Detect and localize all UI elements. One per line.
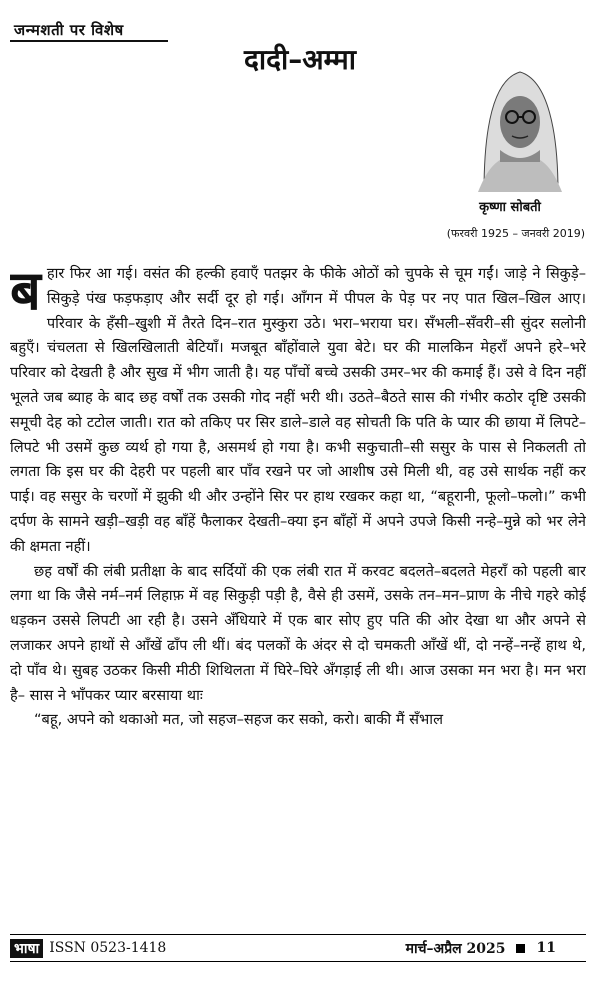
issue-date: मार्च–अप्रैल 2025 (405, 940, 506, 957)
paragraph-3: “बहू, अपने को थकाओ मत, जो सहज–सहज कर सको, करो। बाकी मैं सँभाल (34, 711, 443, 729)
paragraph-1-text: हार फिर आ गई। वसंत की हल्की हवाएँ पतझर के फीके ओठों को चुपके से चूम गईं। जाड़े ने सिकुड़े–सिकुड़े पंख फड़फड़ाए और सर्दी दूर हो गई। आँगन में पीपल के पेड़ पर नए पात खिल–खिल आए। परिवार के हँसी–खुशी में तैरते दिन–रात मुस्कुरा उठे। भरा–भराया घर। सँभली–सँवरी–सी सुंदर सलोनी बहुएँ। चंचलता से खिलखिलाती बेटियाँ। मजबूत बाँहोंवाले युवा बेटे। घर की मालकिन मेहराँ अपने हरे–भरे परिवार को देखती है और सुख में भीग जाती है। यह पाँचों बच्चे उसकी उमर–भर की कमाई हैं। उसे वे दिन नहीं भूलते जब ब्याह के बाद छह वर्षों तक उसकी गोद नहीं भरी थी। उठते–बैठते सास की गंभीर कठोर दृष्टि उसकी समूची देह को टटोल जाती। रात को तकिए पर सिर डाले–डाले वह सोचती कि पति के प्यार की छाया में लिपटे–लिपटे भी उसमें कुछ व्यर्थ हो गया है, असमर्थ हो गया है। कभी सकुचाती–सी ससुर के पास से निकलती तो लगता कि इस घर की देहरी पर पहली बार पाँव रखने पर जो आशीष उसे मिली थी, वह उसे सार्थक नहीं कर पाई। वह ससुर के चरणों में झुकी थी और उन्होंने सिर पर हाथ रखकर कहा था, “बहूरानी, फूलो–फलो।” कभी दर्पण के सामने खड़ी–खड़ी वह बाँहें फैलाकर देखती–क्या इन बाँहों में अपने उपजे किसी नन्हे–मुन्ने को भर लेने की क्षमता नहीं। (10, 265, 586, 555)
article-body (10, 262, 586, 930)
article-title: दादी–अम्मा (243, 43, 356, 76)
paragraph-1 (10, 262, 586, 560)
author-portrait (474, 62, 566, 192)
drop-cap: ब (10, 262, 41, 322)
magazine-logo: भाषा (10, 939, 43, 958)
issn-number: ISSN 0523-1418 (49, 940, 167, 956)
page-footer (10, 934, 586, 962)
paragraph-2: छह वर्षों की लंबी प्रतीक्षा के बाद सर्दियों की एक लंबी रात में करवट बदलते–बदलते मेहराँ को पहली बार लगा था कि जैसे नर्म–नर्म लिहाफ़ में वह सिकुड़ी पड़ी है, वैसे ही उसमें, उसके तन–मन–प्राण के नीचे गहरे कोई धड़कन उससे लिपटी आ रही है। उसने अँधियारे में एक बार सोए हुए पति की ओर देखा था और अपने से लजाकर अपने हाथों से आँखें ढाँप ली थीं। बंद पलकों के अंदर से दो चमकती आँखें थीं, दो नन्हें–नन्हें हाथ थे, दो पाँव थे। सुबह उठकर किसी मीठी शिथिलता में घिरे–घिरे अँगड़ाई ली थी। आज उसका मन भरा है। मन भरा है– सास ने भाँपकर प्यार बरसाया थाः (10, 562, 586, 704)
section-label: जन्मशती पर विशेष (14, 21, 124, 39)
author-dates: (फरवरी 1925 – जनवरी 2019) (446, 227, 585, 240)
author-name: कृष्णा सोबती (479, 200, 541, 215)
page-number: 11 (536, 940, 556, 956)
square-separator-icon (516, 944, 525, 953)
